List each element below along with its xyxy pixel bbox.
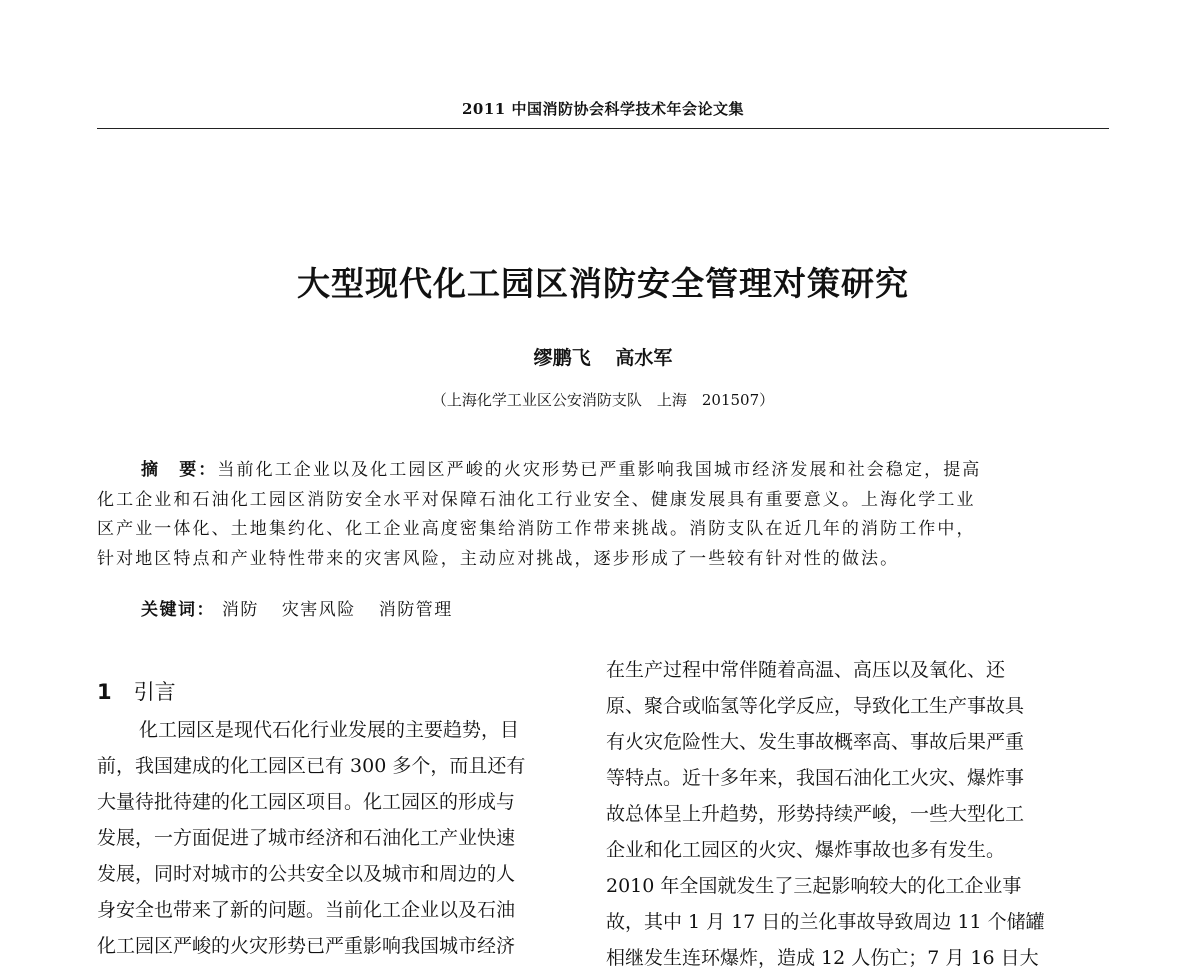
body-line: 相继发生连环爆炸，造成 12 人伤亡；7 月 16 日大 <box>606 947 1039 969</box>
right-column <box>606 652 1106 976</box>
keyword: 灾害风险 <box>281 600 356 620</box>
body-line: 身安全也带来了新的问题。当前化工企业以及石油 <box>97 899 516 921</box>
body-line: 有火灾危险性大、发生事故概率高、事故后果严重 <box>606 731 1025 753</box>
body-line: 化工园区是现代石化行业发展的主要趋势，目 <box>139 719 520 741</box>
body-line: 在生产过程中常伴随着高温、高压以及氧化、还 <box>606 659 1006 681</box>
body-line: 等特点。近十多年来，我国石油化工火灾、爆炸事 <box>606 767 1025 789</box>
body-line: 原、聚合或临氢等化学反应，导致化工生产事故具 <box>606 695 1025 717</box>
body-line: 发展，同时对城市的公共安全以及城市和周边的人 <box>97 863 516 885</box>
abstract-line: 化工企业和石油化工园区消防安全水平对保障石油化工行业安全、健康发展具有重要意义。上海化学工业 <box>97 489 976 510</box>
body-line: 前，我国建成的化工园区已有 300 多个，而且还有 <box>97 755 526 777</box>
abstract-label: 摘 要： <box>141 460 218 480</box>
body-line: 企业和化工园区的火灾、爆炸事故也多有发生。 <box>606 839 1006 861</box>
paper-title: 大型现代化工园区消防安全管理对策研究 <box>297 264 909 303</box>
body-line: 故总体呈上升趋势，形势持续严峻，一些大型化工 <box>606 803 1025 825</box>
abstract <box>97 456 1109 574</box>
body-line: 大量待批待建的化工园区项目。化工园区的形成与 <box>97 791 516 813</box>
keyword: 消防管理 <box>378 600 453 620</box>
left-column <box>97 712 597 964</box>
author-2: 高水军 <box>615 347 673 369</box>
body-line: 2010 年全国就发生了三起影响较大的化工企业事 <box>606 875 1022 897</box>
section-title: 引言 <box>133 680 176 704</box>
keyword: 消防 <box>221 600 259 620</box>
abstract-line: 区产业一体化、土地集约化、化工企业高度密集给消防工作带来挑战。消防支队在近几年的消防工作中， <box>97 519 976 539</box>
section-heading <box>97 676 176 706</box>
keywords-label: 关键词： <box>141 600 215 620</box>
running-head: 2011 中国消防协会科学技术年会论文集 <box>462 100 744 118</box>
section-number: 1 <box>97 680 112 704</box>
abstract-line: 摘 要：当前化工企业以及化工园区严峻的火灾形势已严重影响我国城市经济发展和社会稳定，提高 <box>141 460 982 480</box>
affiliation: （上海化学工业区公安消防支队 上海 201507） <box>431 391 775 409</box>
body-line: 发展，一方面促进了城市经济和石油化工产业快速 <box>97 827 516 849</box>
body-line: 化工园区严峻的火灾形势已严重影响我国城市经济 <box>97 935 516 957</box>
abstract-line: 针对地区特点和产业特性带来的灾害风险，主动应对挑战，逐步形成了一些较有针对性的做法。 <box>97 548 900 569</box>
keywords <box>141 595 469 620</box>
author-1: 缪鹏飞 <box>533 347 591 369</box>
header-rule <box>97 128 1109 129</box>
authors <box>97 343 1109 370</box>
body-line: 故，其中 1 月 17 日的兰化事故导致周边 11 个储罐 <box>606 911 1045 933</box>
